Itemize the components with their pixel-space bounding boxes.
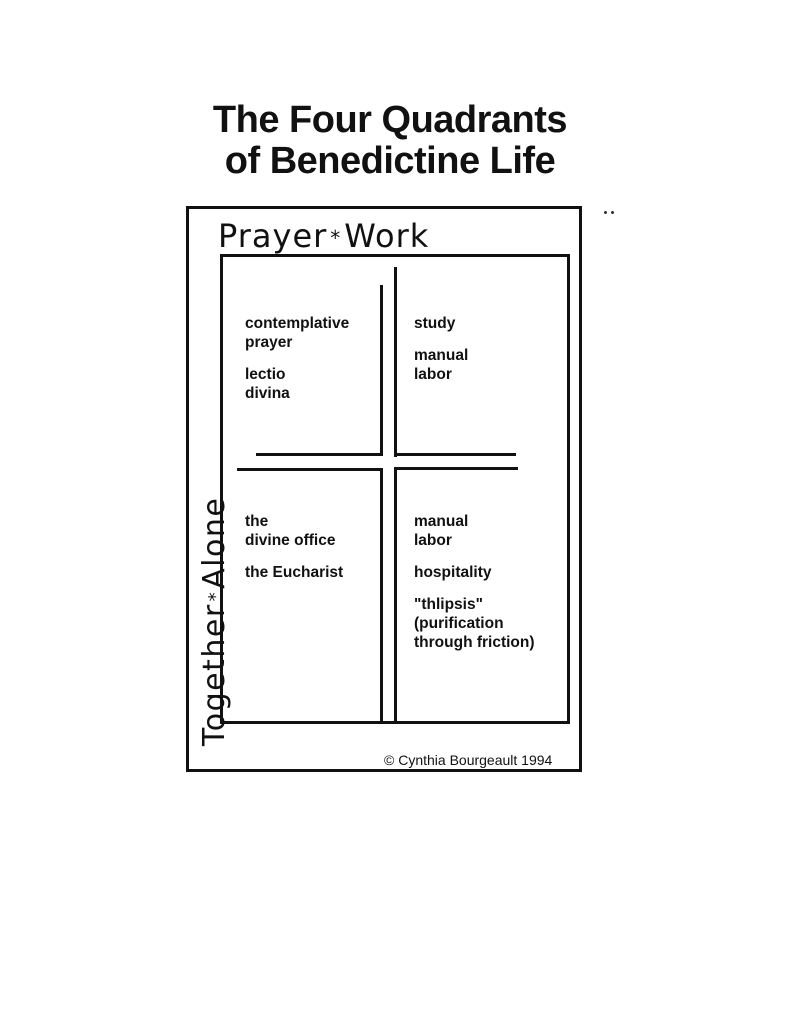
axis-label-together: Together [197, 603, 232, 746]
copyright-notice: © Cynthia Bourgeault 1994 [384, 752, 553, 768]
quadrant-item: manual labor [414, 513, 469, 549]
quadrant-item: hospitality [414, 564, 492, 581]
quadrant-alone-work [414, 314, 554, 397]
prayer-work-axis-label [218, 218, 429, 256]
divider-horizontal-upper-left [256, 453, 383, 456]
quadrant-item: contemplative prayer [245, 315, 350, 351]
quadrant-item: lectio divina [245, 366, 290, 402]
quadrant-alone-prayer [245, 314, 380, 416]
quadrant-together-work [414, 512, 564, 665]
axis-label-alone: Alone [197, 496, 232, 589]
divider-horizontal-lower-right [394, 467, 518, 470]
scan-speck [604, 211, 607, 214]
quadrant-item: manual labor [414, 347, 469, 383]
quadrant-item: "thlipsis" (purification through friction) [414, 596, 535, 651]
divider-horizontal-upper-right [394, 453, 516, 456]
divider-vertical-upper-left [380, 285, 383, 455]
quadrant-item: the divine office [245, 513, 336, 549]
axis-label-prayer: Prayer [218, 217, 328, 255]
axis-label-work: Work [344, 217, 430, 255]
quadrant-item: study [414, 315, 456, 332]
scan-speck [611, 211, 614, 214]
divider-vertical-upper-right [394, 267, 397, 457]
divider-horizontal-lower-left [237, 468, 383, 471]
quadrant-together-prayer [245, 512, 380, 595]
divider-vertical-lower-left [380, 468, 383, 722]
axis-separator-star: * [204, 590, 226, 602]
quadrant-item: the Eucharist [245, 564, 344, 581]
axis-separator-star: * [330, 226, 342, 250]
diagram-title [120, 100, 660, 182]
together-alone-axis-label [198, 497, 233, 746]
divider-vertical-lower-right [394, 467, 397, 722]
title-line-2: of Benedictine Life [224, 140, 556, 182]
title-line-1: The Four Quadrants [212, 99, 568, 141]
